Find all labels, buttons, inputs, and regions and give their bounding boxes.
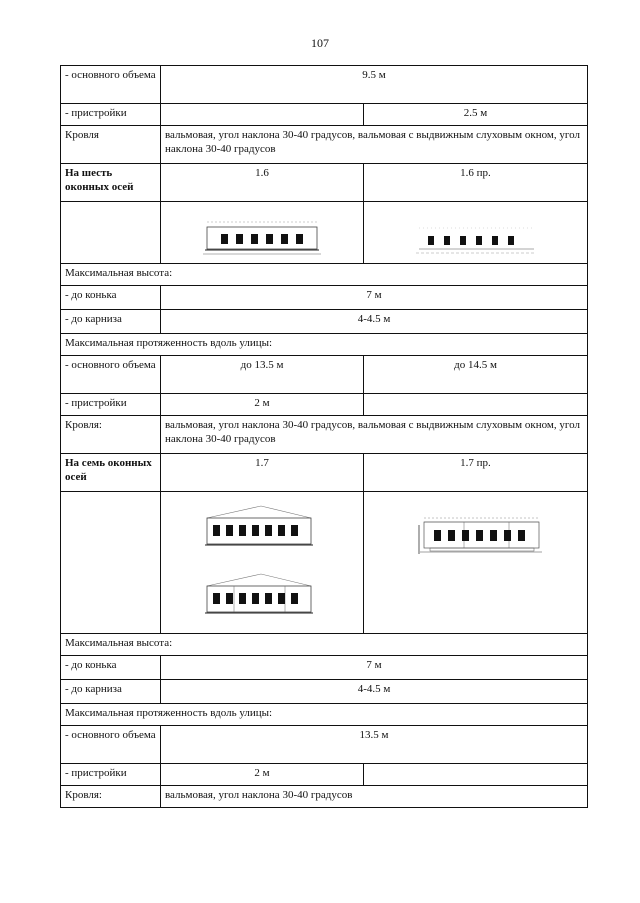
table-row xyxy=(61,356,588,394)
table-row xyxy=(61,786,588,808)
table-row xyxy=(61,704,588,726)
table-row xyxy=(61,492,588,634)
empty-cell xyxy=(61,202,161,264)
facade-1-6-drawing xyxy=(161,202,362,262)
annex-empty-cell xyxy=(161,104,364,126)
roof-value: вальмовая, угол наклона 30-40 градусов, вальмовая с выдвижным слуховым окном, угол наклона 30-40 градусов xyxy=(161,416,588,454)
main-volume-label: - основного объема xyxy=(61,726,161,764)
ridge-label: - до конька xyxy=(61,656,161,680)
table-row xyxy=(61,202,588,264)
roof-label: Кровля xyxy=(61,126,161,164)
table-row xyxy=(61,334,588,356)
table-row xyxy=(61,764,588,786)
main-volume-label: - основного объема xyxy=(61,356,161,394)
main-volume-value: 9.5 м xyxy=(161,66,588,104)
annex-value: 2 м xyxy=(161,764,364,786)
eave-label: - до карниза xyxy=(61,680,161,704)
max-height-label: Максимальная высота: xyxy=(61,634,588,656)
max-height-label: Максимальная высота: xyxy=(61,264,588,286)
eave-value: 4-4.5 м xyxy=(161,310,588,334)
annex-empty-cell xyxy=(364,764,588,786)
six-axes-code-2: 1.6 пр. xyxy=(364,164,588,202)
annex-empty-cell xyxy=(364,394,588,416)
table-row xyxy=(61,726,588,764)
table-row xyxy=(61,454,588,492)
facade-drawing-cell xyxy=(364,202,588,264)
facade-drawing-cell xyxy=(161,202,364,264)
facade-drawing-cell xyxy=(364,492,588,634)
annex-value: 2 м xyxy=(161,394,364,416)
max-length-label: Максимальная протяженность вдоль улицы: xyxy=(61,704,588,726)
eave-value: 4-4.5 м xyxy=(161,680,588,704)
facade-1-6-pr-drawing xyxy=(364,202,586,262)
max-length-label: Максимальная протяженность вдоль улицы: xyxy=(61,334,588,356)
facade-1-7-pr-drawing xyxy=(364,492,586,632)
ridge-value: 7 м xyxy=(161,286,588,310)
table-row xyxy=(61,416,588,454)
table-row xyxy=(61,66,588,104)
table-row xyxy=(61,286,588,310)
table-row xyxy=(61,394,588,416)
page-number: 107 xyxy=(311,36,329,50)
annex-label: - пристройки xyxy=(61,394,161,416)
main-volume-value-2: до 14.5 м xyxy=(364,356,588,394)
ridge-value: 7 м xyxy=(161,656,588,680)
seven-axes-heading: На семь оконных осей xyxy=(61,454,161,492)
roof-label: Кровля: xyxy=(61,786,161,808)
table-row xyxy=(61,264,588,286)
annex-label: - пристройки xyxy=(61,764,161,786)
facade-drawing-cell xyxy=(161,492,364,634)
roof-value: вальмовая, угол наклона 30-40 градусов, вальмовая с выдвижным слуховым окном, угол наклона 30-40 градусов xyxy=(161,126,588,164)
building-params-table xyxy=(60,65,588,808)
table-row xyxy=(61,310,588,334)
table-row xyxy=(61,680,588,704)
roof-value: вальмовая, угол наклона 30-40 градусов xyxy=(161,786,588,808)
annex-value: 2.5 м xyxy=(364,104,588,126)
table-row xyxy=(61,164,588,202)
table-row xyxy=(61,656,588,680)
table-row xyxy=(61,634,588,656)
annex-label: - пристройки xyxy=(61,104,161,126)
empty-cell xyxy=(61,492,161,634)
six-axes-heading: На шесть оконных осей xyxy=(61,164,161,202)
seven-axes-code-2: 1.7 пр. xyxy=(364,454,588,492)
main-volume-label: - основного объема xyxy=(61,66,161,104)
ridge-label: - до конька xyxy=(61,286,161,310)
main-volume-value: 13.5 м xyxy=(161,726,588,764)
facade-1-7-drawing xyxy=(161,492,362,632)
eave-label: - до карниза xyxy=(61,310,161,334)
six-axes-code-1: 1.6 xyxy=(161,164,364,202)
seven-axes-code-1: 1.7 xyxy=(161,454,364,492)
roof-label: Кровля: xyxy=(61,416,161,454)
main-volume-value-1: до 13.5 м xyxy=(161,356,364,394)
table-row xyxy=(61,126,588,164)
table-row xyxy=(61,104,588,126)
